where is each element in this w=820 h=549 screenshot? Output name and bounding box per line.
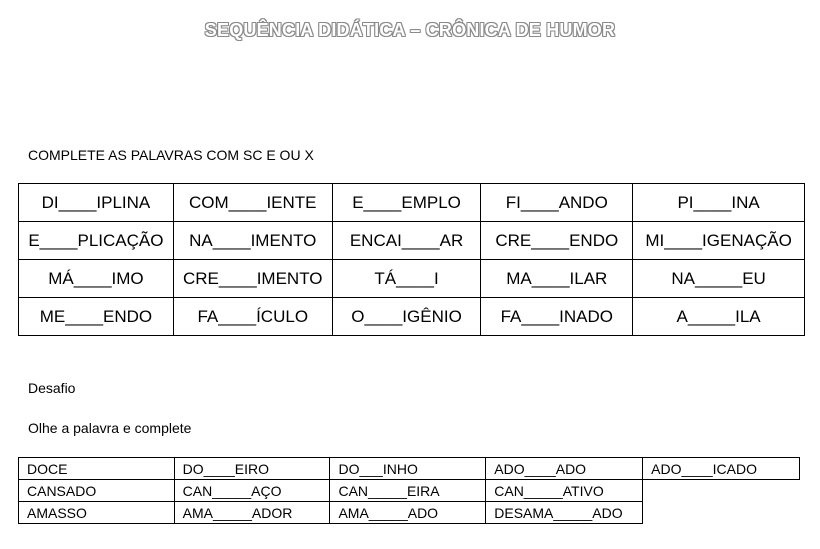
word-cell: PI____INA bbox=[633, 184, 805, 222]
word-cell: MÁ____IMO bbox=[19, 260, 174, 298]
word-cell: E____PLICAÇÃO bbox=[19, 222, 174, 260]
word-cell: ME____ENDO bbox=[19, 298, 174, 336]
word-completion-table bbox=[18, 183, 805, 336]
table-row bbox=[19, 480, 800, 502]
word-cell: MI____IGENAÇÃO bbox=[633, 222, 805, 260]
desafio-cell: CANSADO bbox=[19, 480, 175, 502]
desafio-cell: DOCE bbox=[19, 458, 175, 480]
empty-cell bbox=[643, 502, 800, 524]
desafio-cell: CAN_____ATIVO bbox=[486, 480, 643, 502]
table-row bbox=[19, 458, 800, 480]
word-cell: TÁ____I bbox=[332, 260, 481, 298]
table-row bbox=[19, 298, 805, 336]
table-row bbox=[19, 222, 805, 260]
word-cell: MA____ILAR bbox=[481, 260, 633, 298]
word-cell: DI____IPLINA bbox=[19, 184, 174, 222]
table-row bbox=[19, 184, 805, 222]
desafio-cell: CAN_____AÇO bbox=[174, 480, 330, 502]
desafio-heading: Desafio bbox=[28, 380, 76, 396]
table-row bbox=[19, 260, 805, 298]
word-cell: O____IGÊNIO bbox=[332, 298, 481, 336]
word-cell: FA____ÍCULO bbox=[173, 298, 332, 336]
word-cell: CRE____ENDO bbox=[481, 222, 633, 260]
desafio-table bbox=[18, 457, 800, 524]
word-cell: FI____ANDO bbox=[481, 184, 633, 222]
word-cell: A_____ILA bbox=[633, 298, 805, 336]
desafio-cell: CAN_____EIRA bbox=[330, 480, 486, 502]
desafio-cell: DESAMA_____ADO bbox=[486, 502, 643, 524]
desafio-instruction: Olhe a palavra e complete bbox=[28, 420, 192, 436]
desafio-cell: ADO____ADO bbox=[486, 458, 643, 480]
word-cell: FA____INADO bbox=[481, 298, 633, 336]
word-cell: ENCAI____AR bbox=[332, 222, 481, 260]
desafio-cell: DO___INHO bbox=[330, 458, 486, 480]
desafio-cell: AMA_____ADOR bbox=[174, 502, 330, 524]
word-cell: COM____IENTE bbox=[173, 184, 332, 222]
desafio-cell: DO____EIRO bbox=[174, 458, 330, 480]
empty-cell bbox=[643, 480, 800, 502]
word-cell: NA____IMENTO bbox=[173, 222, 332, 260]
desafio-cell: AMA_____ADO bbox=[330, 502, 486, 524]
desafio-cell: AMASSO bbox=[19, 502, 175, 524]
table-row bbox=[19, 502, 800, 524]
desafio-cell: ADO____ICADO bbox=[643, 458, 800, 480]
page-title: SEQUÊNCIA DIDÁTICA – CRÔNICA DE HUMOR bbox=[204, 20, 616, 40]
word-cell: E____EMPLO bbox=[332, 184, 481, 222]
word-cell: CRE____IMENTO bbox=[173, 260, 332, 298]
instruction-text: COMPLETE AS PALAVRAS COM SC E OU X bbox=[28, 147, 314, 163]
word-cell: NA_____EU bbox=[633, 260, 805, 298]
